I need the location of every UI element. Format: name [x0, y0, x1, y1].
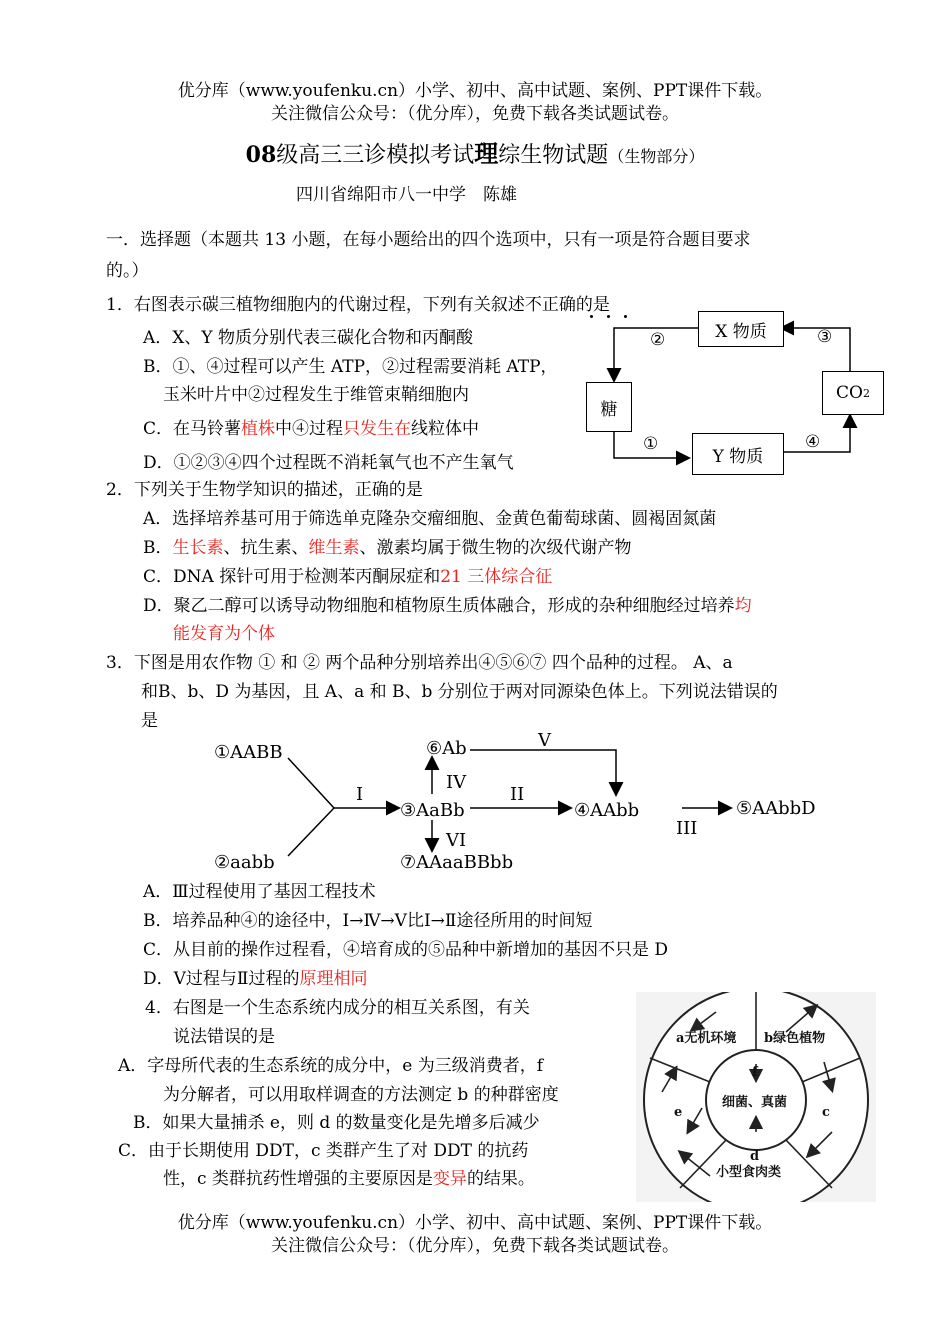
q1-option-b-1: B．①、④过程可以产生 ATP，②过程需要消耗 ATP，	[143, 357, 558, 377]
title-sub: （生物部分）	[608, 147, 705, 166]
variety-1: ①AABB	[214, 742, 283, 763]
label-decomposers: 细菌、真菌	[722, 1095, 788, 1110]
variety-5: ⑤AAbbD	[736, 798, 816, 819]
q4-stem-1: 4．右图是一个生态系统内成分的相互关系图，有关	[145, 998, 530, 1018]
q4-option-a-2: 为分解者，可以用取样调查的方法测定 b 的种群密度	[163, 1085, 559, 1105]
q1-c-c: 中④过程	[275, 419, 344, 439]
variety-3: ③AaBb	[400, 800, 465, 821]
q1-c-highlight-1: 植株	[241, 419, 276, 439]
q1-stem-emphasis: 不正确	[524, 295, 576, 315]
q4-option-c-2	[163, 1164, 535, 1189]
variety-7: ⑦AAaaBBbb	[400, 852, 514, 873]
q2-b-highlight-2: 维生素	[308, 538, 360, 558]
q4-c-highlight: 变异	[432, 1169, 467, 1189]
title-bold: 理	[474, 139, 499, 168]
ecosystem-diagram	[636, 992, 876, 1202]
cross-line-upper	[288, 758, 334, 808]
process-4-label: ④	[805, 432, 821, 452]
q2-option-d-1	[143, 591, 752, 616]
q1-stem-c: 的是	[575, 295, 610, 315]
title-mid: 级高三三诊模拟考试	[276, 143, 475, 168]
q1-option-b-2: 玉米叶片中②过程发生于维管束鞘细胞内	[163, 385, 469, 405]
section-1-line-2: 的。）	[106, 261, 149, 281]
title-grade: 08	[245, 142, 277, 168]
section-1-line-1: 一．选择题（本题共 13 小题，在每小题给出的四个选项中，只有一项是符合题目要求	[106, 230, 751, 250]
q3-d-a: D．Ⅴ过程与Ⅱ过程的	[143, 969, 300, 989]
sugar-box: 糖	[586, 382, 632, 432]
q3-option-c: C．从目前的操作过程看，④培育成的⑤品种中新增加的基因不只是 D	[143, 940, 669, 960]
q1-stem-a: 1．右图表示碳三植物细胞内的代谢过程，下列有关叙述	[106, 295, 525, 315]
variety-2: ②aabb	[214, 852, 275, 873]
q3-option-b: B．培养品种④的途径中，Ⅰ→Ⅳ→Ⅴ比Ⅰ→Ⅱ途径所用的时间短	[143, 911, 593, 931]
process-3-label: ③	[817, 327, 833, 347]
q2-option-d-2: 能发育为个体	[173, 624, 275, 644]
y-substance-box: Y 物质	[692, 433, 784, 475]
q1-option-d: D．①②③④四个过程既不消耗氧气也不产生氧气	[143, 453, 514, 473]
q3-stem-2: 和B、b、D 为基因，且 A、a 和 B、b 分别位于两对同源染色体上。下列说法错误的	[141, 682, 778, 702]
footer-line-1: 优分库（www.youfenku.cn）小学、初中、高中试题、案例、PPT课件下载。	[177, 1213, 773, 1233]
label-d: d	[750, 1149, 760, 1164]
co2-label: CO	[836, 383, 863, 403]
process-label-2: II	[510, 784, 525, 805]
author: 四川省绵阳市八一中学 陈雄	[296, 185, 517, 205]
process-label-4: IV	[446, 772, 467, 793]
title-end: 综生物试题	[498, 143, 609, 168]
q3-d-highlight: 原理相同	[299, 969, 368, 989]
q1-c-highlight-2: 只发生在	[343, 419, 412, 439]
label-c: c	[822, 1105, 830, 1120]
q1-c-e: 线粒体中	[411, 419, 480, 439]
variety-6: ⑥Ab	[426, 738, 467, 759]
co2-box	[822, 371, 884, 415]
q2-b-highlight-1: 生长素	[172, 538, 224, 558]
page-title	[0, 134, 950, 169]
arrow-co2-to-x	[782, 328, 850, 372]
q1-c-a: C．在马铃薯	[143, 419, 242, 439]
q4-c-c: 的结果。	[466, 1169, 535, 1189]
arrow-process-5	[470, 750, 616, 794]
q2-d-a: D．聚乙二醇可以诱导动物细胞和植物原生质体融合，形成的杂种细胞经过培养	[143, 596, 735, 616]
label-abiotic-environment: a无机环境	[676, 1031, 737, 1046]
q4-stem-2: 说法错误的是	[173, 1027, 275, 1047]
q1-option-a: A．X、Y 物质分别代表三碳化合物和丙酮酸	[143, 328, 474, 348]
q2-b-a: B．	[143, 538, 173, 558]
q1-stem	[106, 290, 610, 315]
label-small-carnivores: 小型食肉类	[716, 1165, 782, 1180]
q2-b-e: 、激素均属于微生物的次级代谢产物	[359, 538, 632, 558]
process-label-6: VI	[446, 830, 467, 851]
q2-d-highlight-1: 均	[734, 596, 752, 616]
q2-option-b	[143, 533, 632, 558]
process-2-label: ②	[650, 330, 666, 350]
footer-line-2: 关注微信公众号：（优分库），免费下载各类试题试卷。	[271, 1236, 679, 1256]
process-label-1: I	[356, 784, 364, 805]
label-green-plants: b绿色植物	[764, 1031, 826, 1046]
q2-c-highlight: 21 三体综合征	[440, 567, 553, 587]
process-1-label: ①	[643, 434, 659, 454]
q4-option-c-1: C．由于长期使用 DDT，c 类群产生了对 DDT 的抗药	[118, 1141, 529, 1161]
process-label-5: V	[538, 730, 551, 751]
q3-option-a: A．Ⅲ过程使用了基因工程技术	[143, 882, 376, 902]
q2-c-a: C．DNA 探针可用于检测苯丙酮尿症和	[143, 567, 441, 587]
q3-option-d	[143, 964, 367, 989]
q2-option-a: A．选择培养基可用于筛选单克隆杂交瘤细胞、金黄色葡萄球菌、圆褐固氮菌	[143, 509, 717, 529]
q4-option-a-1: A．字母所代表的生态系统的成分中，e 为三级消费者，f	[118, 1056, 544, 1076]
header-line-2: 关注微信公众号：（优分库），免费下载各类试题试卷。	[271, 104, 679, 124]
variety-4: ④AAbb	[574, 800, 640, 821]
label-e: e	[674, 1105, 683, 1120]
process-label-3: III	[676, 818, 698, 839]
q2-option-c	[143, 562, 552, 587]
breeding-diagram	[200, 728, 840, 878]
co2-subscript: 2	[862, 386, 870, 400]
q2-stem: 2．下列关于生物学知识的描述，正确的是	[106, 480, 423, 500]
q3-stem-1: 3．下图是用农作物 ① 和 ② 两个品种分别培养出④⑤⑥⑦ 四个品种的过程。 A、a	[106, 653, 733, 673]
q3-stem-3: 是	[141, 711, 158, 731]
x-substance-box: X 物质	[698, 311, 784, 347]
q4-option-b: B．如果大量捕杀 e，则 d 的数量变化是先增多后减少	[133, 1113, 540, 1133]
header-line-1: 优分库（www.youfenku.cn）小学、初中、高中试题、案例、PPT课件下载。	[177, 81, 773, 101]
q1-option-c	[143, 414, 479, 439]
q2-b-c: 、抗生素、	[223, 538, 309, 558]
q4-c-a: 性，c 类群抗药性增强的主要原因是	[163, 1169, 433, 1189]
label-f: f	[752, 1065, 758, 1080]
cross-line-lower	[288, 808, 334, 856]
